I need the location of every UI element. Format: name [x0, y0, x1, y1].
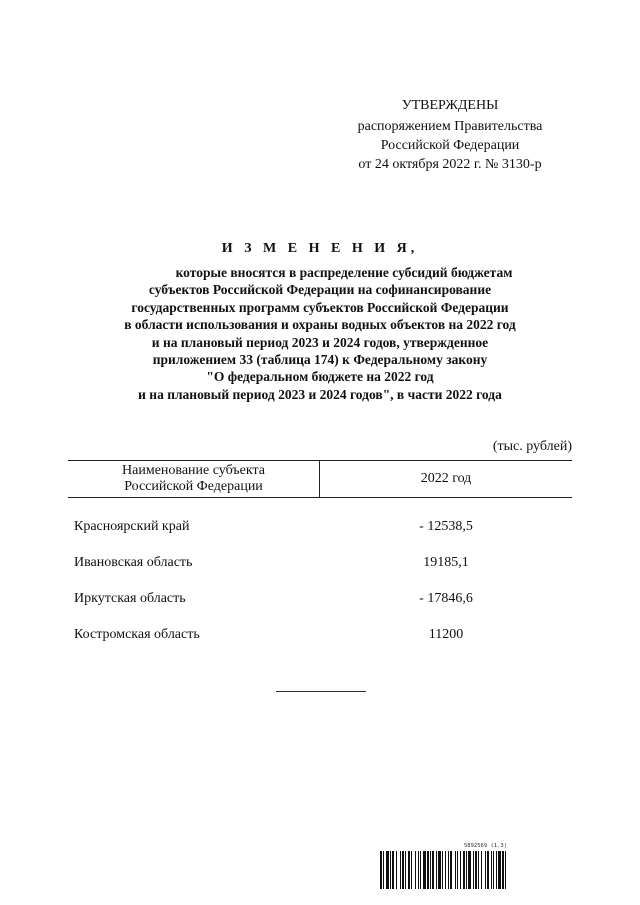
subtitle-line-4: в области использования и охраны водных объектов на 2022 год — [124, 317, 516, 333]
barcode-bar — [438, 851, 441, 889]
end-of-document-rule — [276, 691, 366, 692]
approval-line-1: распоряжением Правительства — [357, 119, 543, 134]
approval-line-3: от 24 октября 2022 г. № 3130-р — [358, 157, 542, 172]
barcode-bar — [408, 851, 410, 889]
barcode-bar — [448, 851, 449, 889]
barcode-bar — [463, 851, 465, 889]
barcode-bar — [473, 851, 474, 889]
barcode-bar — [491, 851, 492, 889]
barcode-bar — [455, 851, 456, 889]
barcode-bar — [392, 851, 394, 889]
barcode-bar — [505, 851, 506, 889]
barcode-bar — [420, 851, 421, 889]
table-header — [68, 460, 572, 498]
subtitle-line-2: субъектов Российской Федерации на софинансирование — [148, 282, 492, 298]
table-row — [68, 518, 572, 554]
header-year: 2022 год — [420, 471, 472, 486]
barcode-bar — [493, 851, 494, 889]
barcode-bar — [386, 851, 389, 889]
barcode-bar — [427, 851, 429, 889]
barcode-bar — [445, 851, 446, 889]
row-region-name: Ивановская область — [74, 555, 193, 570]
barcode-bar — [402, 851, 404, 889]
subtitle-line-5: и на плановый период 2023 и 2024 годов, утвержденное — [151, 334, 489, 350]
barcode-bar — [450, 851, 452, 889]
barcode-caption: 5892569 (1.3) — [464, 843, 508, 849]
document-title: И З М Е Н Е Н И Я, — [221, 241, 419, 256]
barcode-bar — [496, 851, 497, 889]
barcode-bar — [418, 851, 419, 889]
barcode-bar — [380, 851, 382, 889]
row-value: 11200 — [428, 627, 464, 642]
barcode-icon — [380, 851, 570, 889]
barcode-bar — [405, 851, 406, 889]
barcode-bar — [436, 851, 437, 889]
header-region-line-1: Наименование субъекта — [122, 463, 265, 478]
subtitle-line-8: и на плановый период 2023 и 2024 годов", в части 2022 года — [138, 386, 502, 402]
barcode-bar — [442, 851, 443, 889]
barcode-bar — [460, 851, 461, 889]
barcode-bar — [466, 851, 467, 889]
subsidy-table — [68, 460, 572, 662]
barcode-block — [380, 843, 570, 891]
barcode-bar — [502, 851, 504, 889]
barcode-bar — [475, 851, 477, 889]
subtitle-line-6: приложением 33 (таблица 174) к Федеральному закону — [152, 352, 488, 368]
barcode-bar — [430, 851, 431, 889]
barcode-bar — [423, 851, 426, 889]
barcode-bar — [383, 851, 384, 889]
approval-block — [340, 96, 560, 174]
barcode-bar — [415, 851, 416, 889]
row-region-name: Иркутская область — [74, 591, 186, 606]
header-region-name — [68, 461, 320, 497]
barcode-bar — [468, 851, 471, 889]
unit-note: (тыс. рублей) — [492, 439, 572, 454]
row-value: - 12538,5 — [419, 519, 473, 534]
barcode-bar — [498, 851, 501, 889]
barcode-bar — [487, 851, 489, 889]
subtitle-line-1: которые вносятся в распределение субсидий бюджетам — [175, 265, 513, 280]
table-row — [68, 590, 572, 626]
barcode-bar — [457, 851, 458, 889]
subtitle-line-3: государственных программ субъектов Российской Федерации — [131, 299, 509, 315]
header-region-line-2: Российской Федерации — [124, 479, 263, 494]
table-row — [68, 554, 572, 590]
row-value: 19185,1 — [423, 555, 469, 570]
subtitle-line-7: "О федеральном бюджете на 2022 год — [206, 369, 434, 385]
table-row — [68, 626, 572, 662]
row-value: - 17846,6 — [419, 591, 473, 606]
table-body — [68, 498, 572, 662]
document-subtitle — [60, 264, 580, 403]
barcode-bar — [400, 851, 401, 889]
row-region-name: Красноярский край — [74, 519, 190, 534]
barcode-bar — [411, 851, 412, 889]
approval-title: УТВЕРЖДЕНЫ — [401, 98, 499, 113]
barcode-bar — [432, 851, 434, 889]
barcode-bar — [390, 851, 391, 889]
barcode-bar — [481, 851, 482, 889]
barcode-bar — [396, 851, 397, 889]
barcode-bar — [478, 851, 479, 889]
row-region-name: Костромская область — [74, 627, 200, 642]
barcode-bar — [485, 851, 486, 889]
approval-line-2: Российской Федерации — [380, 138, 520, 153]
